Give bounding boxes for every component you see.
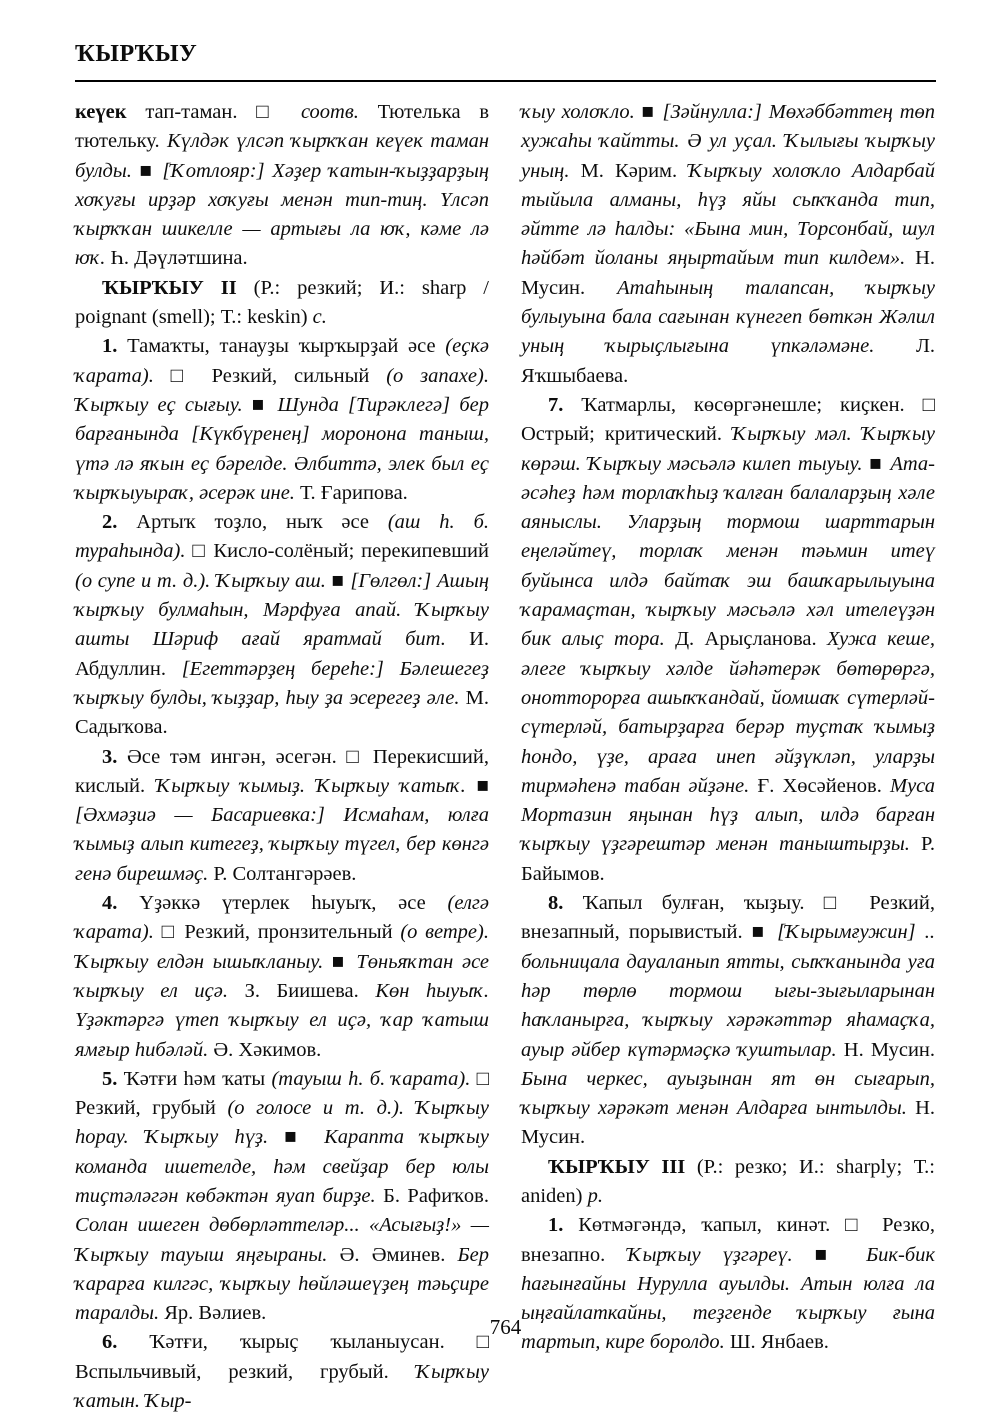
text-segment: Ҡәтғи, ҡырыҫ ҡыланыусан. □ Вспыльчивый, резкий, грубый.: [75, 1331, 490, 1383]
entry-paragraph: [521, 98, 935, 391]
text-columns: [75, 98, 936, 1412]
text-segment: □ Резкий, пронзительный: [161, 921, 401, 944]
text-segment: с.: [312, 306, 327, 329]
text-segment: (о запахе). Ҡырҡыу еҫ сығыу.: [75, 364, 489, 416]
text-segment: □ Резкий, грубый: [75, 1067, 490, 1120]
text-segment: Ҡырҡыу ҡымыҙ. Ҡырҡыу ҡатыҡ.: [156, 774, 477, 797]
text-segment: (о голосе и т. д.). Ҡырҡыу һорау. Ҡырҡыу һүҙ.: [75, 1097, 489, 1149]
text-segment: ҠЫРҠЫУ II: [102, 276, 254, 299]
text-segment: 5.: [102, 1067, 124, 1090]
text-segment: Бына черкес, ауыҙынан ят өн сығарып, ҡырҡыу хәрәкәт менән Алдарға ынтылды.: [521, 1067, 935, 1120]
text-segment: □ Резкий, сильный: [170, 364, 387, 387]
text-segment: Ҡырҡыу үҙгәреү.: [627, 1243, 815, 1266]
text-segment: ҡыу холоҡло.: [521, 101, 642, 123]
text-segment: Хужа кеше, әлеге ҡырҡыу хәлде йәһәтерәк бөтөрөргә, онотторорға ашыҡҡандай, йомшаҡ сүтерләй-сүтерләй, батырҙарға берәр туҫтаҡ ҡымыҙ һондо, үҙе, араға инеп әйҙүкләп, уларҙы тирмәһенә табан әйҙәне.: [521, 628, 935, 797]
text-segment: (о ветре). Ҡырҡыу елдән ышыҡланыу.: [75, 921, 489, 973]
text-segment: [Әхмәҙиә — Басариевка:] Исмаһам, юлға ҡымыҙ алып китегеҙ, ҡырҡыу түгел, бер көнгә генә бирешмәҫ.: [75, 804, 489, 885]
text-segment: [Ҡырымғужин] .. больницала дауаланып ятты, сыҡҡанында уға һәр төрлө тормош ығы-зығыларынан һаҡланырға, ҡырҡыу хәрәкәттәр яһамаҫҡа, ауыр әйбер күтәрмәҫкә ҡуштылар.: [521, 921, 935, 1061]
entry-paragraph: [521, 889, 935, 1153]
text-segment: Шунда [Тирәклегә] бер барғанында [Күкбүренең] моронона таныш, үтә лә яҡын еҫ бәрелде. Әлбиттә, элек был еҫ ҡырҡыуыраҡ, әсерәк ине.: [75, 393, 489, 504]
text-segment: Ә. Әминев.: [339, 1243, 458, 1266]
entry-paragraph: [75, 889, 489, 1065]
text-segment: Н. Мусин.: [521, 1097, 935, 1149]
text-segment: ■: [869, 452, 891, 475]
text-segment: ■: [251, 393, 278, 416]
text-segment: ■: [139, 159, 163, 182]
text-segment: (еҫкә ҡарата).: [75, 335, 490, 387]
text-segment: 1.: [102, 335, 128, 358]
text-segment: Л. Яҡшыбаева.: [521, 335, 935, 387]
text-segment: [Егеттәрҙең береһе:] Бәлешегеҙ ҡырҡыу булды, ҡыҙҙар, һыу ҙа эсерегеҙ әле.: [75, 657, 489, 709]
text-segment: М. Садыҡова.: [75, 686, 489, 739]
text-segment: М. Кәрим.: [580, 159, 689, 182]
page-number: 764: [489, 1315, 522, 1339]
text-segment: Ҡырҡыу мәл. Ҡырҡыу көрәш. Ҡырҡыу мәсьәлә килеп тыуыу.: [521, 423, 935, 475]
running-head: ҠЫРҠЫУ: [75, 41, 198, 67]
text-segment: ■: [814, 1243, 867, 1266]
text-segment: (Р.: резко; И.: sharply; Т.: aniden): [521, 1155, 936, 1207]
text-segment: З. Биишева.: [244, 979, 376, 1002]
entry-paragraph: [521, 391, 935, 889]
left-column: [75, 98, 489, 1412]
text-segment: Р. Солтангәрәев.: [213, 862, 357, 885]
entry-paragraph: [75, 332, 489, 508]
text-segment: Яр. Вәлиев.: [164, 1302, 267, 1325]
text-segment: ■: [641, 101, 663, 123]
text-segment: Карапта ҡырҡыу команда ишетелде, һәм свейҙар бер юлы тиҫтәләгән көбәктән яуап бирҙе.: [75, 1126, 489, 1207]
entry-paragraph: [75, 743, 489, 889]
text-segment: Тамаҡты, танауҙы ҡырҡырҙай әсе: [127, 335, 446, 358]
text-segment: Атаһының талапсан, ҡырҡыу булыуына бала сағынан күнегеп бөткән Жәлил уның ҡырыҫлығына үпкәләмәне.: [521, 276, 935, 358]
text-segment: Артыҡ тоҙло, ныҡ әсе: [136, 511, 388, 534]
entry-paragraph: [75, 1065, 489, 1329]
text-segment: [Гөлгөл:] Ашың ҡырҡыу булмаһын, Мәрфуға апай. Ҡырҡыу ашты Шәриф ағай яратмай бит.: [75, 569, 489, 651]
text-block: [75, 42, 936, 1412]
text-segment: соотв.: [300, 101, 378, 123]
text-segment: р.: [587, 1184, 603, 1207]
text-segment: Муса Мортазин яңынан һүҙ алып, илдә барған ҡырҡыу үҙгәрештәр менән таныштырҙы.: [521, 774, 935, 856]
text-segment: (тауыш һ. б. ҡарата).: [271, 1067, 477, 1090]
text-segment: Ш. Янбаев.: [729, 1331, 829, 1354]
entry-paragraph: [521, 1153, 935, 1212]
text-segment: ■: [284, 1126, 325, 1149]
text-segment: Һ. Дәүләтшина.: [110, 247, 248, 270]
entry-paragraph: [75, 274, 489, 333]
text-segment: (аш һ. б. тураһында).: [75, 511, 490, 563]
header-rule: [75, 80, 936, 82]
entry-paragraph: [75, 508, 489, 742]
text-segment: Т. Ғарипова.: [300, 481, 408, 504]
text-segment: Көн һыуыҡ. Үҙәктәргә үтеп ҡырҡыу ел иҫә, ҡар ҡатыш ямғыр һибәләй.: [75, 979, 489, 1061]
text-segment: 3.: [102, 745, 127, 768]
text-segment: (о супе и т. д.). Ҡырҡыу аш.: [75, 569, 332, 592]
text-segment: (елгә ҡарата).: [75, 892, 489, 944]
text-segment: Ғ. Хөсәйенов.: [757, 774, 890, 797]
text-segment: 7.: [548, 393, 582, 416]
text-segment: Үҙәккә үтерлек һыуыҡ, әсе: [139, 892, 448, 915]
text-segment: Көтмәгәндә, ҡапыл, кинәт. □ Резко, внезапно.: [521, 1214, 936, 1266]
right-column: [521, 98, 935, 1412]
text-segment: ■: [331, 950, 357, 973]
text-segment: ■: [476, 774, 489, 797]
entry-paragraph: [75, 98, 489, 274]
text-segment: ■: [331, 569, 351, 592]
text-segment: Н. Мусин.: [521, 247, 935, 299]
text-segment: Күлдәк үлсәп ҡырҡҡан кеүек таман булды.: [75, 130, 490, 182]
text-segment: Тютелька в тютельку.: [75, 101, 489, 153]
text-segment: 2.: [102, 511, 137, 534]
text-segment: Бер ҡарарға килгәс, ҡырҡыу һөйләшеүҙең тәьҫире таралды.: [75, 1243, 489, 1325]
text-segment: 8.: [548, 892, 583, 915]
text-segment: Ҡапыл булған, ҡыҙыу. □ Резкий, внезапный, порывистый. ■: [521, 892, 935, 944]
text-segment: кеүек: [75, 101, 146, 123]
text-segment: Ҡырҡыу ҡатын. Ҡыр-: [75, 1360, 489, 1412]
text-segment: тап-таман. □: [145, 101, 301, 123]
text-segment: Р. Байымов.: [521, 833, 935, 885]
text-segment: Ҡәтғи һәм ҡаты: [123, 1067, 272, 1090]
text-segment: [Зәйнулла:] Мөхәббәттең төп хужаһы ҡайтты. Ә ул уҫал. Ҡылығы ҡырҡыу уның.: [521, 101, 935, 182]
text-segment: ҠЫРҠЫУ III: [548, 1155, 697, 1178]
text-segment: [Ҡотлояр:] Хәҙер ҡатын-ҡыҙҙарҙың хоҡуғы ирҙәр хоҡуғы менән тип-тиң. Үлсәп ҡырҡҡан шикелле — артығы ла юҡ, кәме лә юҡ.: [75, 159, 489, 270]
text-segment: И. Абдуллин.: [75, 628, 489, 680]
text-segment: (Р.: резкий; И.: sharp / poignant (smell); Т.: keskin): [75, 276, 489, 329]
text-segment: Б. Рафиҡов.: [383, 1184, 489, 1207]
text-segment: Д. Арыҫланова.: [675, 628, 828, 651]
text-segment: Ата-әсәһеҙ һәм торлаҡһыҙ ҡалған балаларҙың хәле аяныслы. Уларҙың тормош шарттарын еңеләйтеү, торлаҡ менән тәьмин итеү буйынса илдә байтаҡ эш башҡарылыуына ҡарамаҫтан, ҡырҡыу мәсьәлә хәл ителеүҙән бик алыҫ тора.: [521, 452, 935, 651]
text-segment: 6.: [102, 1331, 150, 1354]
text-segment: 4.: [102, 892, 140, 915]
text-segment: Ҡырҡыу холоҡло Алдарбай тыйыла алманы, һүҙ яйы сыҡҡанда тип, әйтте лә һалды: «Бына мин, Торсонбай, шул һәйбәт йоланы яңыртайым тип килдем».: [521, 159, 935, 270]
text-segment: Ҡатмарлы, көсөргәнешле; киҫкен. □ Острый; критический.: [521, 393, 935, 446]
text-segment: Солан ишеген дөбөрләттеләр... «Асығыҙ!» — Ҡырҡыу тауыш яңғыраны.: [75, 1214, 489, 1266]
text-segment: Төньяҡтан әсе ҡырҡыу ел иҫә.: [75, 950, 489, 1002]
text-segment: Бик-бик һағынғайны Нурулла ауылды. Атын юлға ла ыңғайлаткайны, теҙгенде ҡырҡыу ғына тартып, кире боролдо.: [521, 1243, 935, 1354]
text-segment: Ә. Хәкимов.: [213, 1038, 322, 1061]
text-segment: Н. Мусин.: [843, 1038, 936, 1061]
entry-paragraph: [75, 1328, 489, 1412]
text-segment: □ Кисло-солёный; перекипевший: [192, 540, 489, 563]
text-segment: Әсе тәм ингән, әсегән. □ Перекисший, кислый.: [75, 745, 489, 797]
text-segment: 1.: [548, 1214, 579, 1237]
